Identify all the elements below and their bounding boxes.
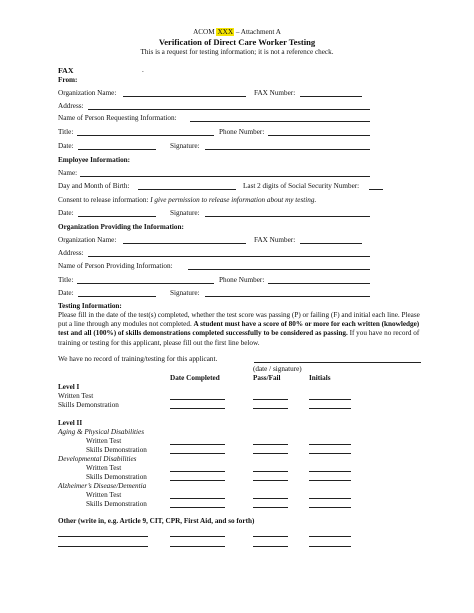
provider-fax-number-field[interactable] — [300, 243, 362, 244]
level-1-skills-date[interactable] — [170, 408, 225, 409]
alzheimers-skills-pass-fail[interactable] — [253, 507, 288, 508]
provider-name-field[interactable] — [188, 269, 370, 270]
level-1-skills-pass-fail[interactable] — [253, 408, 288, 409]
aging-written-label: Written Test — [86, 437, 122, 445]
from-date-field[interactable] — [78, 149, 156, 150]
from-org-name-field[interactable] — [123, 96, 246, 97]
testing-instructions-text: Please fill in the date of the test(s) completed, whether the test score was passing (P) or failing (F) and initial each line. Please put a line through any modules not completed. — [58, 311, 420, 329]
aging-skills-initials[interactable] — [309, 453, 351, 454]
alzheimers-skills-label: Skills Demonstration — [86, 500, 147, 508]
provider-name-label: Name of Person Providing Information: — [58, 262, 173, 270]
employee-signature-field[interactable] — [205, 216, 370, 217]
from-fax-number-field[interactable] — [300, 96, 362, 97]
alzheimers-heading: Alzheimer’s Disease/Dementia — [58, 482, 147, 490]
fax-label: FAX — [58, 66, 74, 75]
alzheimers-skills-date[interactable] — [170, 507, 225, 508]
testing-no-record-instruction: If you have no record of training or testing for this applicant, please fill out the first line below. — [58, 329, 420, 347]
developmental-skills-pass-fail[interactable] — [253, 480, 288, 481]
col-initials: Initials — [309, 374, 331, 382]
employee-name-field[interactable] — [80, 176, 370, 177]
level-1-written-label: Written Test — [58, 392, 94, 400]
form-title: Verification of Direct Care Worker Testing — [158, 37, 316, 47]
provider-address-label: Address: — [58, 249, 84, 257]
employee-signature-label: Signature: — [170, 209, 200, 217]
ssn-label: Last 2 digits of Social Security Number: — [243, 182, 360, 190]
attachment-line — [0, 28, 474, 37]
developmental-skills-label: Skills Demonstration — [86, 473, 147, 481]
attachment-suffix: – Attachment A — [234, 28, 281, 36]
other-1-name[interactable] — [58, 536, 148, 537]
level-2-heading: Level II — [58, 419, 83, 427]
requester-name-label: Name of Person Requesting Information: — [58, 114, 177, 122]
provider-date-field[interactable] — [78, 296, 156, 297]
provider-phone-field[interactable] — [268, 283, 370, 284]
from-address-field[interactable] — [88, 109, 370, 110]
consent-text: I give permission to release information about my testing. — [150, 196, 317, 204]
attachment-prefix: ACOM — [193, 28, 217, 36]
alzheimers-written-date[interactable] — [170, 498, 225, 499]
provider-date-label: Date: — [58, 289, 74, 297]
from-heading: From: — [58, 76, 78, 84]
provider-org-name-label: Organization Name: — [58, 236, 117, 244]
provider-org-name-field[interactable] — [123, 243, 246, 244]
other-2-name[interactable] — [58, 546, 148, 547]
fax-mark: . — [142, 66, 144, 74]
developmental-heading: Developmental Disabilities — [58, 455, 137, 463]
level-1-heading: Level I — [58, 383, 80, 391]
employee-date-field[interactable] — [78, 216, 156, 217]
other-1-initials[interactable] — [309, 536, 351, 537]
developmental-skills-date[interactable] — [170, 480, 225, 481]
dob-field[interactable] — [138, 189, 236, 190]
aging-skills-pass-fail[interactable] — [253, 453, 288, 454]
provider-address-field[interactable] — [88, 256, 370, 257]
developmental-written-label: Written Test — [86, 464, 122, 472]
aging-skills-date[interactable] — [170, 453, 225, 454]
aging-written-date[interactable] — [170, 444, 225, 445]
alzheimers-written-pass-fail[interactable] — [253, 498, 288, 499]
from-title-field[interactable] — [77, 135, 214, 136]
form-subtitle: This is a request for testing information; it is not a reference check. — [140, 48, 334, 56]
provider-title-field[interactable] — [77, 283, 214, 284]
no-record-field[interactable] — [254, 362, 421, 363]
level-1-skills-label: Skills Demonstration — [58, 401, 119, 409]
dob-label: Day and Month of Birth: — [58, 182, 130, 190]
other-2-initials[interactable] — [309, 546, 351, 547]
level-1-skills-initials[interactable] — [309, 408, 351, 409]
developmental-written-pass-fail[interactable] — [253, 471, 288, 472]
requester-name-field[interactable] — [190, 121, 370, 122]
aging-skills-label: Skills Demonstration — [86, 446, 147, 454]
from-title-label: Title: — [58, 128, 74, 136]
alzheimers-written-initials[interactable] — [309, 498, 351, 499]
consent-label: Consent to release information: — [58, 196, 149, 204]
col-pass-fail: Pass/Fail — [253, 374, 281, 382]
from-address-label: Address: — [58, 102, 84, 110]
date-signature-note: (date / signature) — [253, 365, 302, 373]
alzheimers-skills-initials[interactable] — [309, 507, 351, 508]
provider-signature-field[interactable] — [205, 296, 370, 297]
testing-passing-criteria: A student must have a score of 80% or more for each written (knowledge) test and all (100%) of skills demonstrations completed successfully to be considered as passing. — [58, 320, 420, 338]
developmental-written-date[interactable] — [170, 471, 225, 472]
other-1-pass-fail[interactable] — [253, 536, 288, 537]
from-org-name-label: Organization Name: — [58, 89, 117, 97]
employee-name-label: Name: — [58, 169, 78, 177]
from-phone-label: Phone Number: — [219, 128, 265, 136]
developmental-skills-initials[interactable] — [309, 480, 351, 481]
provider-title-label: Title: — [58, 276, 74, 284]
other-2-pass-fail[interactable] — [253, 546, 288, 547]
level-1-written-date[interactable] — [170, 399, 225, 400]
ssn-field[interactable] — [369, 189, 383, 190]
acom-number-highlight: XXX — [217, 28, 234, 36]
aging-heading: Aging & Physical Disabilities — [58, 428, 145, 436]
level-1-written-initials[interactable] — [309, 399, 351, 400]
no-record-label: We have no record of training/testing for this applicant. — [58, 355, 218, 363]
employee-date-label: Date: — [58, 209, 74, 217]
col-date-completed: Date Completed — [170, 374, 220, 382]
aging-written-pass-fail[interactable] — [253, 444, 288, 445]
other-heading: Other (write in, e.g. Article 9, CIT, CPR, First Aid, and so forth) — [58, 517, 255, 525]
from-date-label: Date: — [58, 142, 74, 150]
alzheimers-written-label: Written Test — [86, 491, 122, 499]
level-1-written-pass-fail[interactable] — [253, 399, 288, 400]
other-2-date[interactable] — [170, 546, 225, 547]
from-signature-field[interactable] — [205, 149, 370, 150]
employee-heading: Employee Information: — [58, 156, 131, 164]
provider-phone-label: Phone Number: — [219, 276, 265, 284]
provider-fax-number-label: FAX Number: — [254, 236, 296, 244]
developmental-written-initials[interactable] — [309, 471, 351, 472]
provider-heading: Organization Providing the Information: — [58, 223, 184, 231]
other-1-date[interactable] — [170, 536, 225, 537]
from-phone-field[interactable] — [268, 135, 370, 136]
from-fax-number-label: FAX Number: — [254, 89, 296, 97]
aging-written-initials[interactable] — [309, 444, 351, 445]
testing-instructions — [58, 311, 428, 348]
provider-signature-label: Signature: — [170, 289, 200, 297]
consent-line — [58, 196, 316, 205]
testing-heading: Testing Information: — [58, 302, 122, 310]
from-signature-label: Signature: — [170, 142, 200, 150]
